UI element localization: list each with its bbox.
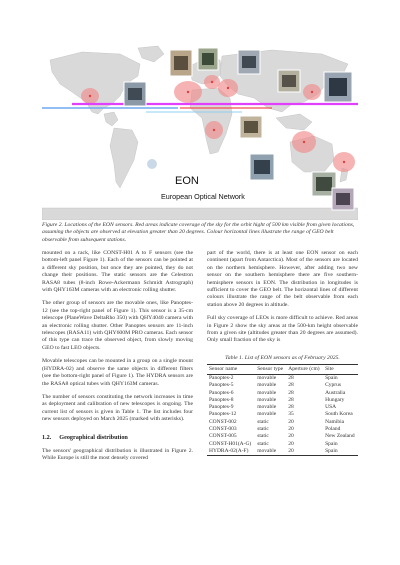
table-cell: 28 [288,389,294,396]
telescope-photo [198,48,218,70]
table-cell: static [257,418,269,425]
table-cell: static [257,440,269,447]
table-cell: 20 [288,418,294,425]
sensor-table [207,364,358,455]
table-row [207,374,358,382]
table-row [207,433,358,440]
table-cell: movable [257,396,277,403]
table-row [207,418,358,425]
table-cell: 28 [288,382,294,389]
telescope-photo [278,70,300,92]
table-cell: Hungary [325,396,345,403]
paragraph: Full sky coverage of LEOs is more difficult to achieve. Red areas in Figure 2 show the sky areas at the 500-km height observable from a given site (altitudes greater than 20 degrees are assumed). Only small fraction of the sky is [207,315,358,344]
telescope-photo [240,116,262,138]
table-header-cell: Sensor name [207,365,255,374]
table-cell: New Zealand [325,433,355,440]
table-cell: HYDRA-02(A-F) [207,447,255,455]
sensor-marker [343,161,345,163]
table-cell: Panoptes-9 [209,404,234,411]
table-cell: 20 [288,426,294,433]
table-header-row [207,365,358,374]
sensor-marker [303,141,305,143]
table-header-cell: Site [323,365,358,374]
table-cell: South Korea [325,411,353,418]
table-cell: movable [257,389,277,396]
table-cell: static [257,426,269,433]
table-cell: Spain [323,447,358,455]
left-column [42,250,193,468]
section-number: 1.2. [42,433,52,441]
figure-caption: Figure 2. Locations of the EON sensors. Red areas indicate coverage of the sky for the orbit hight of 500 km visible from given locations, assuming the objects are observed at elevation greater than 20 degrees. Colour horizontal lines illustrate the range of GEO belt observable from subsequent stations. [42,222,355,243]
table-cell: Australia [325,389,346,396]
table-cell: Panoptes-6 [209,389,234,396]
paragraph: mounted on a rack, like CONST-H01 A to F sensors (see the bottom-left panel Figure 1). Each of the sensors can be pointed at a different sky position, but once they are pointed, they do not change their positions. The static sensors are the Celestron RASA8 tubes (8-inch Rowe-Ackermann Schmidt Astrograph) with QHY163M cameras with an electronic rolling shutter. [42,250,193,294]
table-cell: Poland [325,426,341,433]
table-cell: CONST-H01(A-G) [209,440,252,447]
sensor-marker [213,129,215,131]
table-cell: static [257,433,269,440]
sensor-table-body [207,374,358,455]
world-map [42,42,358,220]
paragraph: The number of sensors constituting the network increases in time as deployment and calibration of new telescopes is ongoing. The current list of sensors is given in Table 1. The list includes four new sensors deployed on March 2025 (marked with asterisks). [42,393,193,423]
sensor-marker [311,91,313,93]
table-row [207,404,358,411]
eon-logo-text: EON [175,175,199,187]
table-cell: movable [257,375,277,382]
table-row [207,397,358,404]
table-header-cell: Sensor type [255,365,286,374]
table-cell: USA [325,404,337,411]
sensor-location-figure [42,42,358,220]
right-column [207,250,358,456]
table-cell: CONST-002 [209,418,237,425]
telescope-photo [250,154,274,180]
table-row [207,411,358,418]
telescope-photo [124,82,146,106]
paragraph: part of the world, there is at least one EON sensor on each continent (apart from Antarctica). Most of the sensors are located on the northern hemisphere. However, after adding two new sensor on the southern hemisphere there are five southern-hemisphere sensors in EON. The distribution in longitudes is sufficient to cover the GEO belt. The horizontal lines of different colours illustrate the range of the belt observable from each station above 20 degrees in altitude. [207,250,358,308]
table-cell: Panoptes-2 [209,375,234,382]
sensor-marker [227,87,229,89]
table-cell: 28 [288,396,294,403]
table-cell: Cyprus [325,382,341,389]
sensor-marker [211,81,213,83]
telescope-photo [332,188,354,210]
eon-logo-mark [147,159,157,169]
paragraph: The sensors' geographical distribution is illustrated in Figure 2. While Europe is still the most densely covered [42,447,193,461]
telescope-photo [170,50,192,76]
table-header-cell: Aperture (cm) [286,365,323,374]
table-cell: 20 [288,440,294,447]
paragraph: The other group of sensors are the movable ones, like Panoptes-12 (see the top-right panel of Figure 1). This sensor is a 35-cm telescope (PlaneWave DeltaRho 350) with QHY4040 camera with an electronic rolling shutter. Other Panoptes sensors are 11-inch telescopes (RASA11) with QHY600M PRO cameras. Each sensor of this type can trace the observed object, from slowly moving GEO to fast LEO objects. [42,300,194,351]
table-row [207,426,358,433]
table-cell: Panoptes-12 [209,411,237,418]
table-cell: Panoptes-8 [209,396,234,403]
telescope-photo [238,50,260,74]
table-cell: 20 [288,433,294,440]
paragraph: Movable telescopes can be mounted in a group on a single mount (HYDRA-02) and observe the same objects in different filters (see the bottom-right panel of Figure 1). The HYDRA sensors are the RASA8 optical tubes with QHY163M cameras. [42,358,193,387]
table-cell: CONST-005 [209,433,237,440]
table-cell: Panoptes-5 [209,382,234,389]
section-title: Geographical distribution [59,433,128,441]
table-cell: 20 [286,447,323,455]
eon-logo-subtitle: European Optical Network [161,192,245,201]
table-cell: Spain [325,440,338,447]
table-cell: Spain [325,375,338,382]
table-row [207,389,358,396]
table-cell: 28 [288,404,294,411]
table-cell: movable [255,447,286,455]
table-row [207,440,358,447]
table-cell: 35 [288,411,294,418]
telescope-photo [324,72,352,102]
table-caption: Table 1. List of EON sensors as of February 2025. [225,354,340,361]
table-cell: movable [257,411,277,418]
table-row [207,382,358,389]
table-cell: CONST-003 [209,426,237,433]
table-cell: 28 [288,375,294,382]
section-heading [42,434,193,442]
table-cell: Namibia [325,418,345,425]
table-cell: movable [257,404,277,411]
sensor-table-header [207,365,358,374]
table-cell: movable [257,382,277,389]
sensor-marker [89,95,91,97]
table-row [207,447,358,455]
sensor-marker [187,91,189,93]
